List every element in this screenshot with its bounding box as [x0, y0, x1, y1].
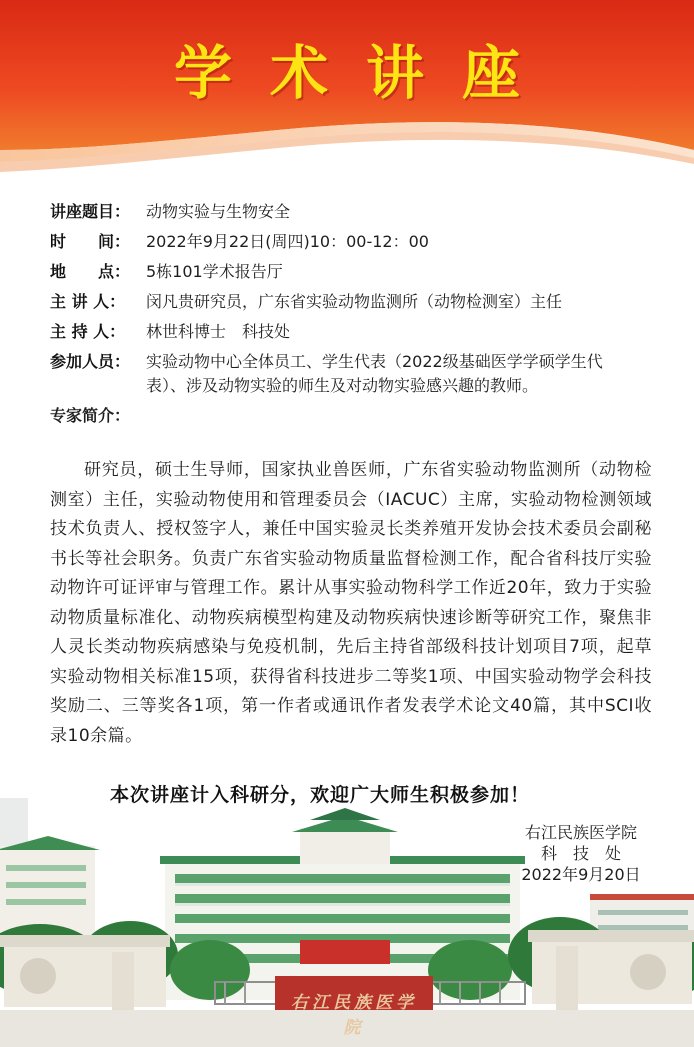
signature-org: 右江民族医学院: [524, 823, 637, 842]
audience-label: 参加人员：: [50, 352, 131, 371]
topic-label: 讲座题目：: [50, 202, 131, 221]
info-row-host: [50, 320, 670, 344]
header-banner: [0, 0, 694, 175]
place-value: 5栋101学术报告厅: [146, 262, 283, 281]
topic-value: 动物实验与生物安全: [146, 202, 291, 221]
signature-date: 2022年9月20日: [521, 865, 641, 884]
expert-bio: 研究员，硕士生导师，国家执业兽医师，广东省实验动物监测所（动物检测室）主任，实验动物使用和管理委员会（IACUC）主席，实验动物检测领域技术负责人、授权签字人，兼任中国实验灵长类养殖开发协会技术委员会副秘书长等社会职务。负责广东省实验动物质量监督检测工作，配合省科技厅实验动物许可证评审与管理工作。累计从事实验动物科学工作近20年，致力于实验动物质量标准化、动物疾病模型构建及动物疾病快速诊断等研究工作，聚焦非人灵长类动物疾病感染与免疫机制，先后主持省部级科技计划项目7项，起草实验动物相关标准15项，获得省科技进步二等奖1项、中国实验动物学会科技奖励二、三等奖各1项，第一作者或通讯作者发表学术论文40篇，其中SCI收录10余篇。: [50, 460, 652, 746]
page-title: 学术讲座: [173, 39, 558, 107]
info-row-topic: [50, 200, 670, 224]
speaker-label: 主 讲 人：: [50, 292, 126, 311]
time-label: 时 间：: [50, 232, 131, 251]
lecture-info: [50, 200, 670, 428]
speaker-value: 闵凡贵研究员，广东省实验动物监测所（动物检测室）主任: [146, 292, 563, 311]
host-value: 林世科博士 科技处: [146, 322, 291, 341]
info-row-audience: [50, 350, 670, 398]
place-label: 地 点：: [50, 262, 131, 281]
invite-message: 本次讲座计入科研分，欢迎广大师生积极参加！: [109, 784, 530, 806]
signature-dept: 科 技 处: [540, 844, 621, 863]
info-row-place: [50, 260, 670, 284]
audience-value: 实验动物中心全体员工、学生代表（2022级基础医学学硕学生代表）、涉及动物实验的师生及对动物实验感兴趣的教师。: [146, 352, 603, 395]
bio-label: 专家简介：: [50, 406, 131, 425]
time-value: 2022年9月22日(周四)10：00-12：00: [146, 232, 429, 251]
host-label: 主 持 人：: [50, 322, 126, 341]
signature-block: [506, 822, 656, 885]
info-row-time: [50, 230, 670, 254]
gate-inscription: 右江民族医学院: [291, 993, 417, 1038]
info-row-speaker: [50, 290, 670, 314]
